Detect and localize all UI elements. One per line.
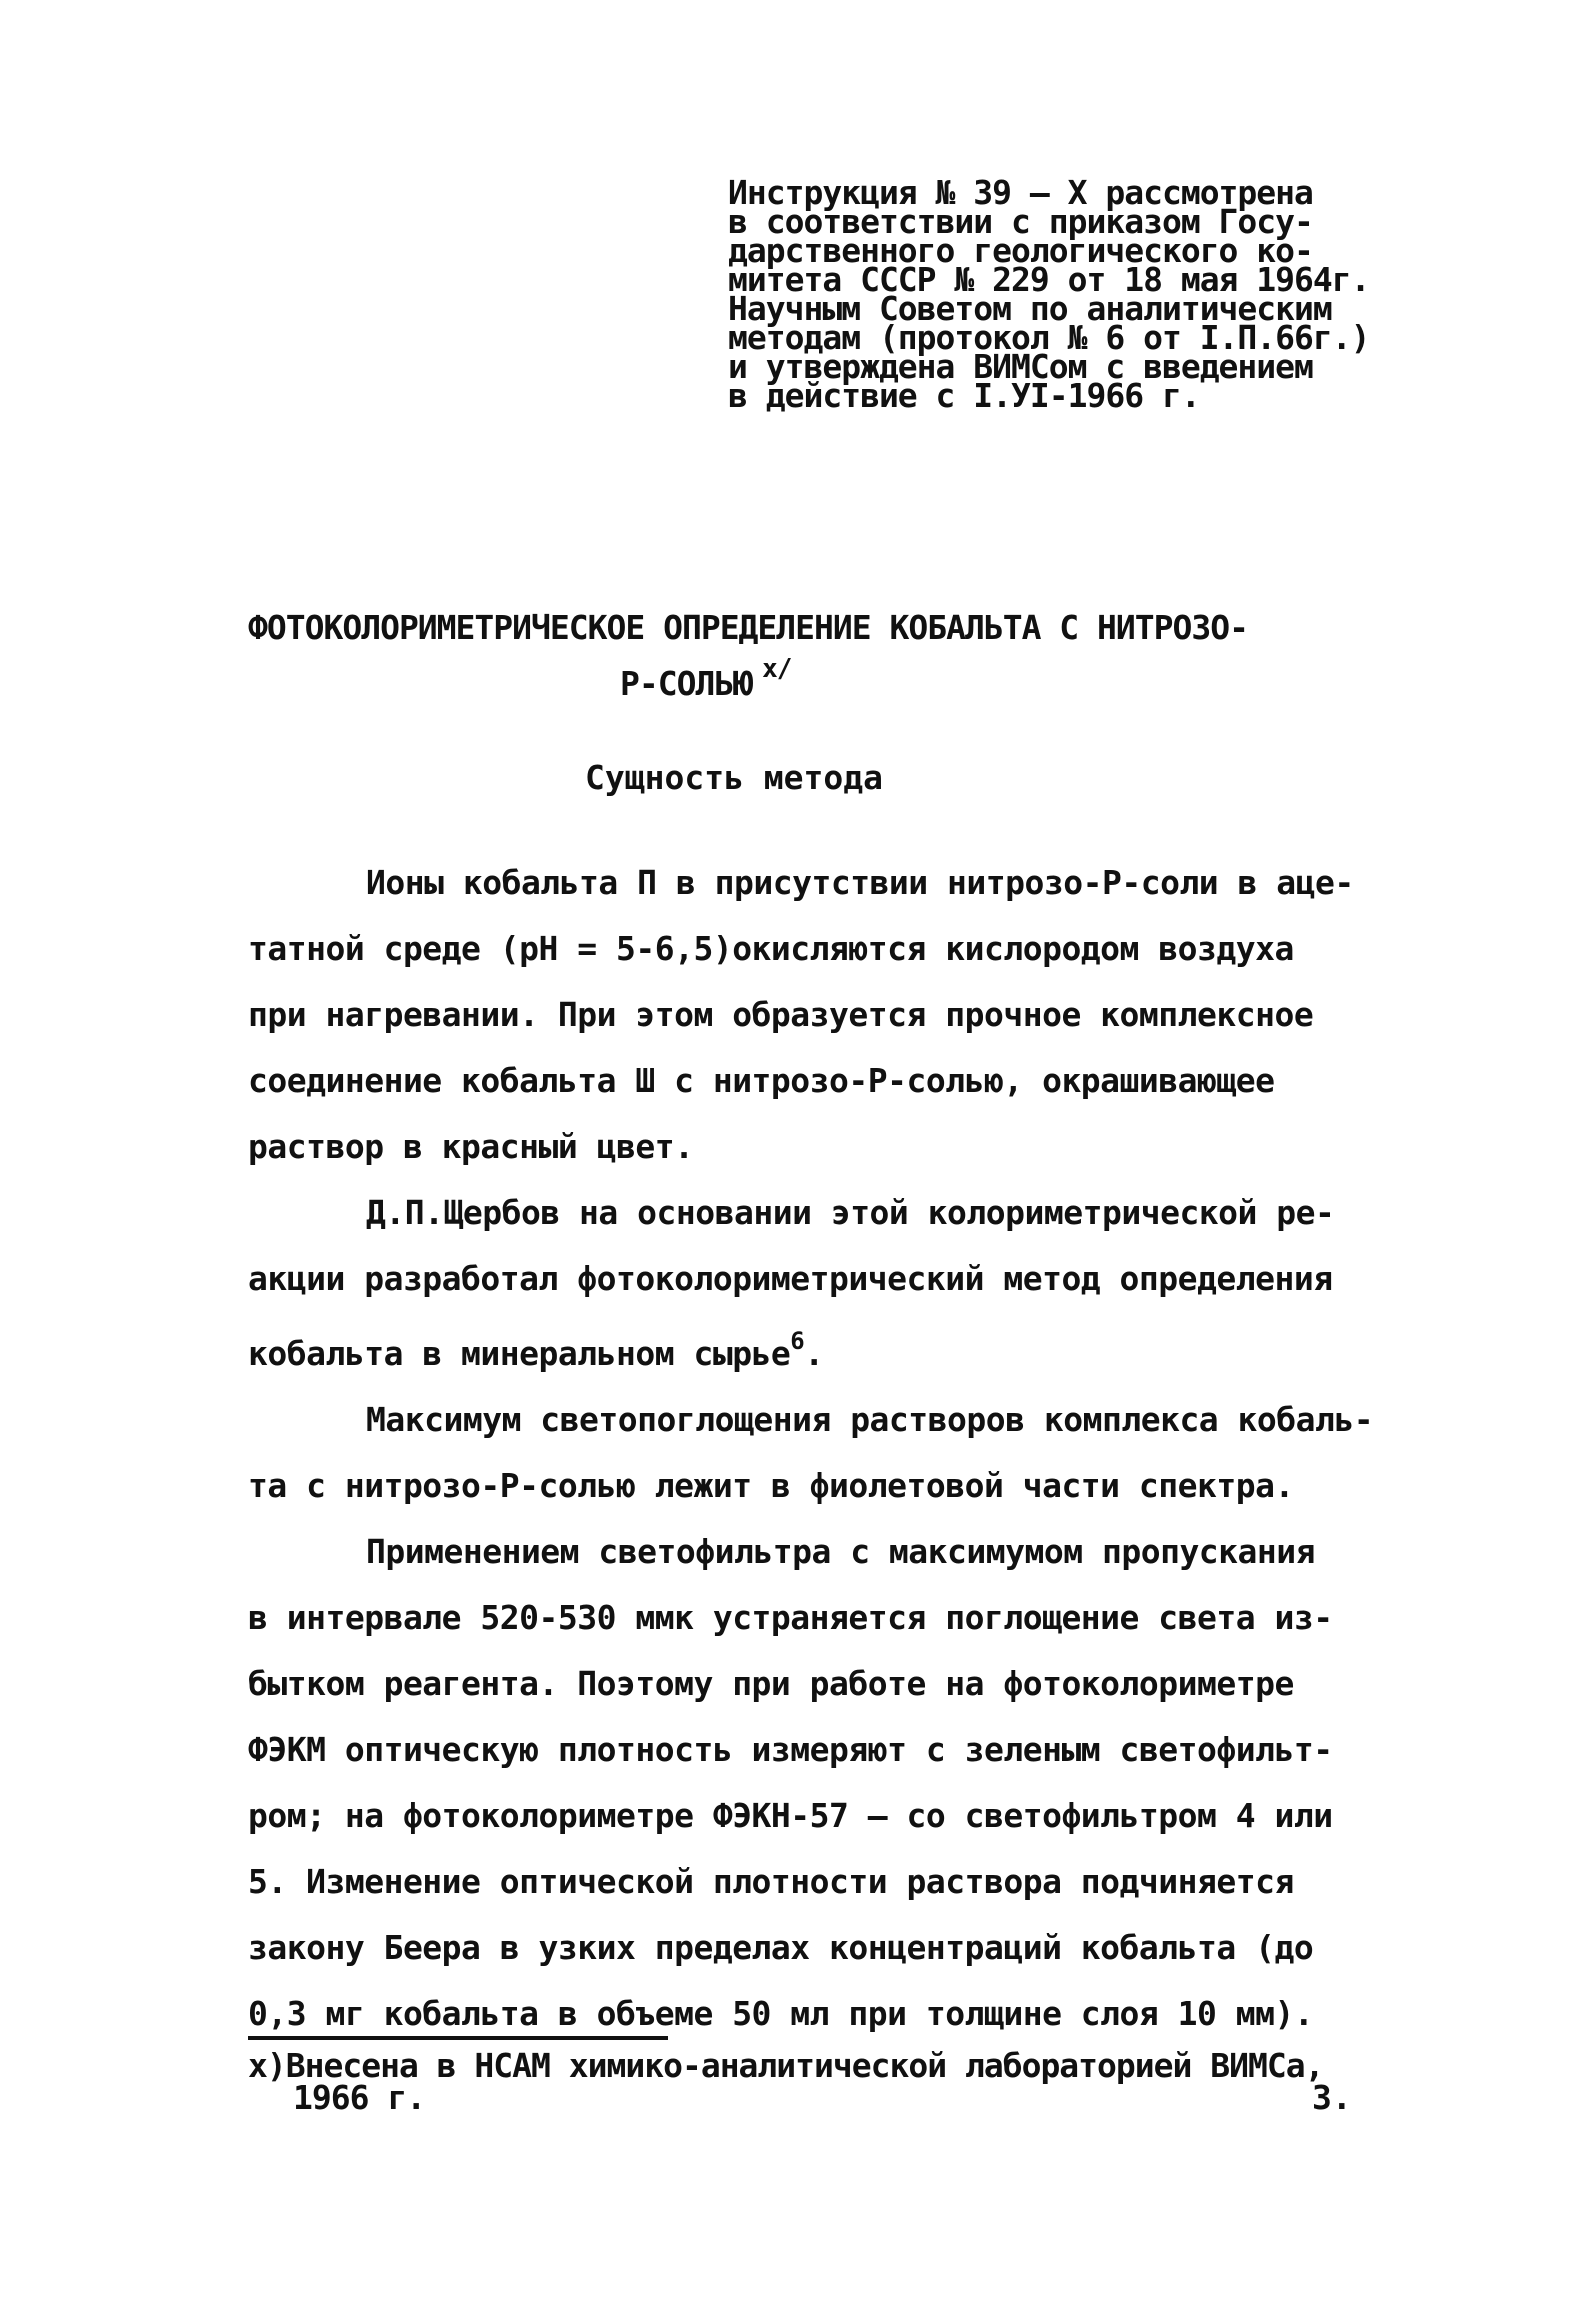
paragraph-line: акции разработал фотоколориметрический метод определения (248, 1259, 1333, 1298)
paragraph-line: раствор в красный цвет. (248, 1127, 694, 1166)
paragraph-line: бытком реагента. Поэтому при работе на фотоколориметре (248, 1664, 1294, 1703)
footnote-line: 1966 г. (293, 2078, 426, 2117)
footnote-divider (248, 2036, 668, 2040)
approval-note (728, 173, 1428, 415)
document-title-continuation (620, 655, 791, 704)
document-title: ФОТОКОЛОРИМЕТРИЧЕСКОЕ ОПРЕДЕЛЕНИЕ КОБАЛЬТА С НИТРОЗО- (248, 608, 1248, 647)
paragraph-line: Ионы кобальта П в присутствии нитрозо-Р-соли в аце- (366, 863, 1354, 902)
paragraph-line: Максимум светопоглощения растворов комплекса кобаль- (366, 1400, 1374, 1439)
footnote-line: x)Внесена в НСАМ химико-аналитической лабораторией ВИМСа, (248, 2046, 1324, 2085)
paragraph-line: 0,3 мг кобальта в объеме 50 мл при толщине слоя 10 мм). (248, 1994, 1314, 2033)
reference-mark: 6 (790, 1327, 805, 1355)
footnote (248, 2046, 1398, 2117)
approval-note-line: и утверждена ВИМСом с введением (728, 347, 1313, 386)
paragraph-line: ФЭКМ оптическую плотность измеряют с зеленым светофильт- (248, 1730, 1333, 1769)
paragraph-line: соединение кобальта Ш с нитрозо-Р-солью, окрашивающее (248, 1061, 1275, 1100)
approval-note-line: в действие с I.УI-1966 г. (728, 376, 1200, 415)
approval-note-line: митета СССР № 229 от 18 мая 1964г. (728, 260, 1370, 299)
approval-note-line: в соответствии с приказом Госу- (728, 202, 1313, 241)
approval-note-line: дарственного геологического ко- (728, 231, 1313, 270)
approval-note-line: Научным Советом по аналитическим (728, 289, 1332, 328)
paragraph-line: в интервале 520-530 ммк устраняется поглощение света из- (248, 1598, 1333, 1637)
paragraph-line: та с нитрозо-Р-солью лежит в фиолетовой части спектра. (248, 1466, 1294, 1505)
body-text (248, 850, 1398, 2047)
title-footnote-mark: x/ (762, 654, 792, 684)
approval-note-line: Инструкция № 39 – X рассмотрена (728, 173, 1313, 212)
paragraph-line: 5. Изменение оптической плотности раствора подчиняется (248, 1862, 1294, 1901)
paragraph-line: Применением светофильтра с максимумом пропускания (366, 1532, 1316, 1571)
document-title-line2: Р-СОЛЬЮ (620, 664, 753, 703)
paragraph-line: при нагревании. При этом образуется прочное комплексное (248, 995, 1314, 1034)
paragraph-line-text: кобальта в минеральном сырье (248, 1334, 791, 1373)
paragraph-line: закону Беера в узких пределах концентраций кобальта (до (248, 1928, 1314, 1967)
section-heading: Сущность метода (585, 758, 884, 797)
approval-note-line: методам (протокол № 6 от I.П.66г.) (728, 318, 1370, 357)
paragraph-line: татной среде (рН = 5-6,5)окисляются кислородом воздуха (248, 929, 1294, 968)
paragraph-line: Д.П.Щербов на основании этой колориметрической ре- (366, 1193, 1335, 1232)
sentence-end: . (804, 1334, 824, 1373)
paragraph-line: ром; на фотоколориметре ФЭКН-57 – со светофильтром 4 или (248, 1796, 1333, 1835)
page-number: 3. (1312, 2078, 1352, 2117)
paragraph-line (248, 1312, 1398, 1387)
